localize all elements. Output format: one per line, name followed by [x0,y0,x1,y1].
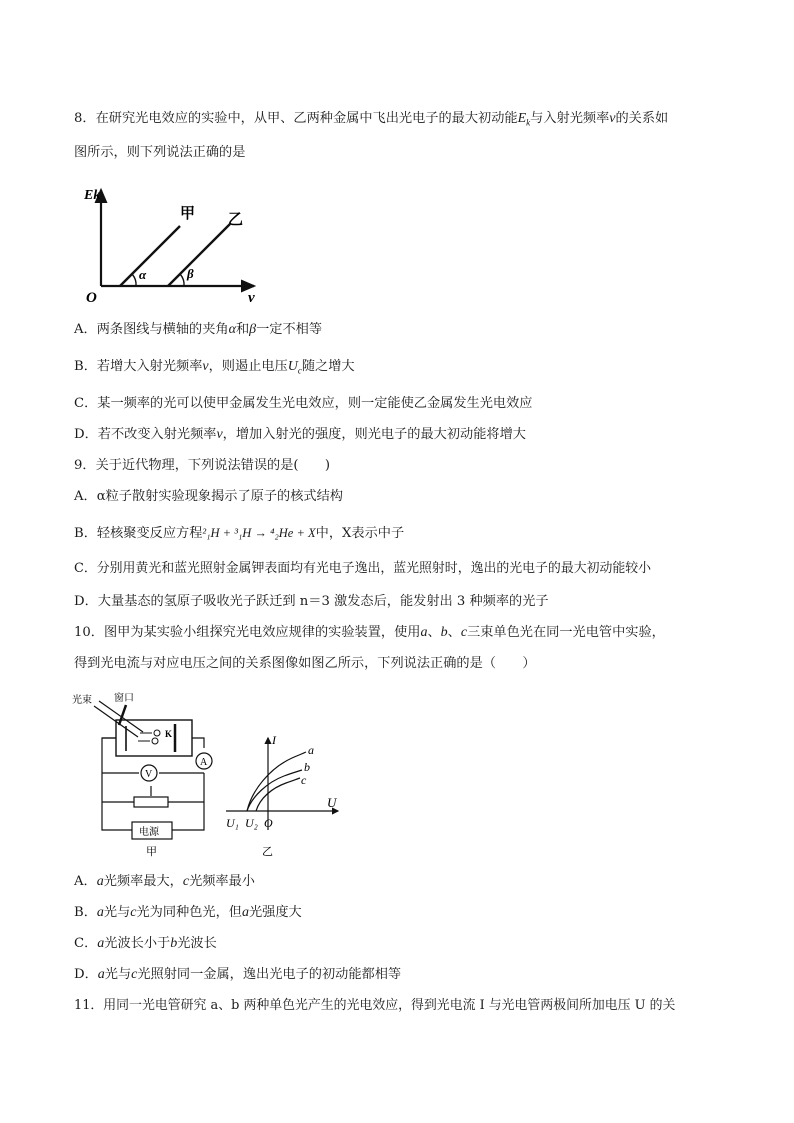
q8-option-b [74,357,355,381]
q8-y-label: Ek [84,188,101,203]
q8-option-b-sub: c [297,365,302,376]
q8-stem-line2: 图所示，则下列说法正确的是 [74,145,246,160]
q8-option-b-text3: 随之增大 [301,359,355,374]
q10-u2-label: U₂ [245,816,258,830]
q8-option-d-nu: ν [216,427,223,442]
q10-option-b-text3: 光强度大 [248,905,302,920]
q9-option-b-text2: 中，X表示中子 [315,526,405,541]
q9-option-b [74,523,404,544]
q10-stem-line1 [74,623,665,643]
q10-option-a-prefix: A． [74,874,97,889]
q8-origin-label: O [86,290,97,306]
q10-stem-line2: 得到光电流与对应电压之间的关系图像如图乙所示，下列说法正确的是（ ） [74,656,536,671]
q10-option-d-text1: 光与 [104,967,132,982]
q10-window-frame [119,705,126,725]
q9-option-c: C．分别用黄光和蓝光照射金属钾表面均有光电子逸出，蓝光照射时，逸出的光电子的最大初动能较小 [74,561,652,576]
q9-option-a: A．α粒子散射实验现象揭示了原子的核式结构 [74,489,343,504]
q8-angle-beta-arc [180,274,184,286]
q10-circuit-wires [102,738,204,830]
q10-curve-a-label: a [308,743,314,757]
q10-option-c [74,934,217,954]
q9-option-b-text1: B．轻核聚变反应方程 [74,526,203,541]
q8-line-jia [120,226,180,286]
q8-stem-text-c: 的关系如 [615,111,669,126]
q10-option-b-text2: 光为同种色光，但 [136,905,242,920]
q10-caption-yi: 乙 [262,846,273,858]
q8-label-jia: 甲 [180,206,196,222]
q10-cathode-label: K [165,729,173,739]
q8-line-yi [168,224,230,286]
q10-option-a-text2: 光频率最小 [189,874,255,889]
q10-rheostat [134,797,168,807]
q8-option-d-text1: D．若不改变入射光频率 [74,427,217,442]
q8-option-a-text1: A．两条图线与横轴的夹角 [74,322,229,337]
q10-option-b-c: c [130,905,137,920]
q8-ek-symbol: E [517,111,527,126]
q10-option-a-c: c [182,874,190,889]
q8-x-label: ν [248,290,255,306]
q8-option-a-text2: 一定不相等 [256,322,323,337]
q8-option-b-U: U [287,359,298,374]
q8-ek-subscript: k [526,117,531,128]
q10-curve-a [247,752,306,811]
q10-option-a [74,872,255,892]
q10-option-c-text2: 光波长 [177,936,217,951]
q8-option-a-alpha: α [228,322,236,337]
q10-stem-a: a [420,625,428,640]
q10-stem-b: b [440,625,448,640]
q8-stem-text-b: 与入射光频率 [530,111,610,126]
q8-angle-alpha-arc [132,274,136,286]
q11-stem: 11．用同一光电管研究 a、b 两种单色光产生的光电效应，得到光电流 I 与光电管两极间所加电压 U 的关 [74,998,676,1013]
q10-figure-yi [222,730,352,860]
q10-option-b-text1: 光与 [103,905,131,920]
q9-option-b-equation: ²₁H + ³₁H → ⁴₂He + X [202,526,316,540]
q10-stem-text2: 三束单色光在同一光电管中实验， [467,625,665,640]
q10-voltmeter-label: V [145,769,153,780]
q10-option-b-a2: a [241,905,249,920]
q8-stem-text-a: 8．在研究光电效应的实验中，从甲、乙两种金属中飞出光电子的最大初动能 [74,111,518,126]
q8-option-d [74,425,526,445]
q8-option-a-beta: β [249,322,257,337]
q10-option-d-prefix: D． [74,967,98,982]
q8-nu-symbol: ν [609,111,616,126]
q10-curve-c [256,778,300,811]
q10-stem-text1: 10．图甲为某实验小组探究光电效应规律的实验装置，使用 [74,625,421,640]
q10-electron-2 [152,738,158,744]
q8-label-yi: 乙 [228,212,244,228]
q8-option-a [74,320,322,340]
q10-option-a-a: a [96,874,104,889]
q9-stem: 9．关于近代物理，下列说法错误的是( ) [74,458,331,473]
q8-alpha-label: α [139,267,147,282]
q8-graph [84,182,274,307]
q10-option-d [74,965,401,985]
q10-u1-label: U₁ [226,816,239,830]
q8-stem-line1 [74,109,668,133]
q8-option-b-nu: ν [202,359,209,374]
q10-option-b-a: a [96,905,104,920]
q10-yi-x-label: U [327,795,337,810]
q10-option-d-text2: 光照射同一金属，逸出光电子的初动能都相等 [137,967,402,982]
q10-option-d-a: a [97,967,105,982]
q10-stem-c: c [460,625,468,640]
q10-option-c-text1: 光波长小于 [104,936,171,951]
q10-curve-c-label: c [301,773,307,787]
q10-electron-1 [154,730,160,736]
q10-ammeter-label: A [200,757,208,768]
q10-option-b [74,903,302,923]
q10-curve-b-label: b [304,760,310,774]
q10-option-a-text1: 光频率最大， [103,874,183,889]
q10-window-label: 窗口 [114,693,134,704]
q10-option-c-a: a [97,936,105,951]
q10-yi-y-label: I [272,733,276,747]
q10-figure-jia [72,690,222,858]
q10-stem-sep1: 、 [427,625,441,640]
q10-stem-sep2: 、 [447,625,461,640]
q8-option-b-text2: ，则遏止电压 [208,359,288,374]
q8-option-b-text1: B．若增大入射光频率 [74,359,203,374]
q10-option-d-c: c [131,967,138,982]
q10-option-c-b: b [170,936,178,951]
q10-source-label: 电源 [139,827,159,838]
q8-option-c: C．某一频率的光可以使甲金属发生光电效应，则一定能使乙金属发生光电效应 [74,396,533,411]
q10-option-b-prefix: B． [74,905,97,920]
q10-option-c-prefix: C． [74,936,98,951]
q9-option-d: D．大量基态的氢原子吸收光子跃迁到 n＝3 激发态后，能发射出 3 种频率的光子 [74,594,549,609]
q8-beta-label: β [187,266,194,281]
q10-yi-origin-label: O [264,816,273,830]
q8-option-d-text2: ，增加入射光的强度，则光电子的最大初动能将增大 [222,427,526,442]
q8-option-a-and: 和 [235,322,250,337]
q10-caption-jia: 甲 [146,846,157,858]
q10-light-label: 光束 [72,695,92,706]
